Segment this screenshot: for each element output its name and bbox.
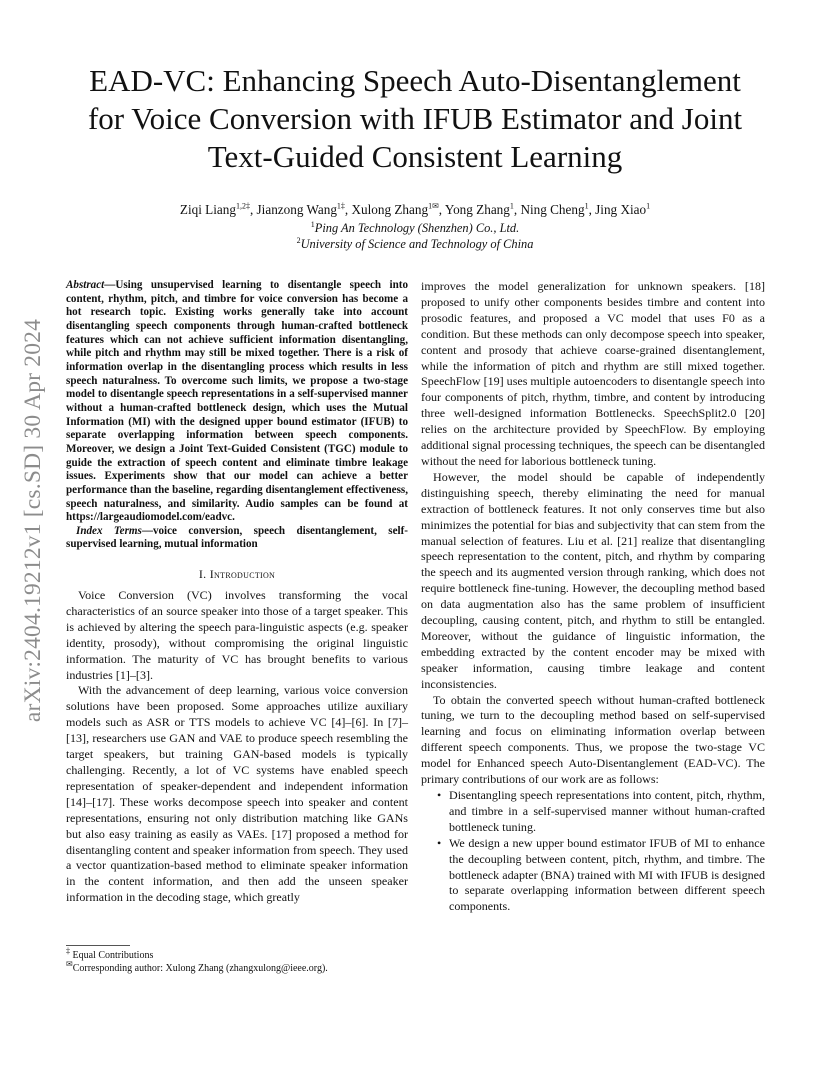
author-name: Jianzong Wang: [256, 202, 337, 217]
author-affiliation-mark: 1: [646, 201, 651, 211]
author-affiliation-mark: 1,2‡: [235, 201, 250, 211]
section-title: Introduction: [209, 567, 276, 582]
list-item: [421, 836, 765, 916]
bullet-icon: •: [437, 788, 442, 802]
footnote-rule: [66, 945, 130, 946]
author-name: Yong Zhang: [444, 202, 510, 217]
author-name: Jing Xiao: [595, 202, 647, 217]
title-line-3: Text-Guided Consistent Learning: [207, 139, 623, 174]
arxiv-stamp-text: arXiv:2404.19212v1 [cs.SD] 30 Apr 2024: [20, 318, 47, 722]
abstract: [66, 279, 408, 525]
author-name: Xulong Zhang: [351, 202, 429, 217]
abstract-text: —Using unsupervised learning to disentangle speech into content, rhythm, pitch, and timbre for voice conversion has become a hot research topic. Existing works generally take into account disentangling speech components through human-crafted bottleneck features which can not achieve sufficient information disentangling, while pitch and rhythm may still be mixed together. There is a risk of information overlap in the disentangling process which results in less speech naturalness. To overcome such limits, we propose a two-stage model to disentangle speech representations in a self-supervised manner without a human-crafted bottleneck design, which uses the Mutual Information (MI) with the designed upper bound estimator (IFUB) to separate overlapping information between speech components. Moreover, we design a Joint Text-Guided Consistent (TGC) module to guide the extraction of speech content and eliminate timbre leakage issues. Experiments show that our model can achieve a better performance than the baseline, regarding disentanglement effectiveness, speech naturalness, and similarity. Audio samples can be found at https://largeaudiomodel.com/eadvc.: [66, 279, 408, 524]
footnotes: [66, 945, 408, 975]
section-heading-introduction: [66, 567, 408, 583]
list-item-text: Disentangling speech representations into content, pitch, rhythm, and timbre in a self-supervised manner without human-crafted bottleneck tuning.: [449, 788, 765, 834]
affiliation-text: University of Science and Technology of China: [300, 237, 534, 251]
footnote-text: Corresponding author: Xulong Zhang (zhangxulong@ieee.org).: [72, 963, 328, 974]
title-line-1: EAD-VC: Enhancing Speech Auto-Disentanglement: [89, 63, 741, 98]
footnote-text: Equal Contributions: [70, 950, 154, 961]
abstract-lead: Abstract: [66, 279, 105, 291]
right-column: [421, 279, 765, 915]
author-affiliation-mark: 1‡: [336, 201, 345, 211]
index-terms-text: —voice conversion, speech disentanglement, self-supervised learning, mutual information: [66, 524, 408, 551]
footnote-mark: ‡: [66, 946, 70, 956]
author-list: Ziqi Liang$^{1,2\ddagger}$, Jianzong Wang$^{1\ddagger}$, Xulong Zhang$^{1✉}$, Yong Zhang$^1$, Ning Cheng$^1$, Jing Xiao$^1$: [179, 201, 651, 217]
list-item: [421, 788, 765, 836]
left-column: [66, 279, 408, 906]
footnote: [66, 946, 408, 962]
affiliation-mark: 1: [310, 219, 315, 229]
contributions-list: [421, 788, 765, 915]
author-name: Ziqi Liang: [179, 202, 236, 217]
author-affiliation-mark: 1: [584, 201, 589, 211]
author-name: Ning Cheng: [520, 202, 585, 217]
author-affiliation-mark: 1✉: [428, 201, 439, 211]
bullet-icon: •: [437, 835, 442, 850]
arxiv-stamp: [16, 270, 52, 770]
affiliation-text: Ping An Technology (Shenzhen) Co., Ltd.: [314, 221, 520, 235]
affiliation-mark: 2: [296, 235, 301, 245]
footnote-mark: ✉: [66, 959, 73, 969]
author-affiliation-mark: 1: [509, 201, 514, 211]
body-paragraph: With the advancement of deep learning, various voice conversion solutions have been proposed. Some approaches utilize auxiliary models such as ASR or TTS models to achieve VC [4]–[6]. In [7]–[13], researchers use GAN and VAE to produce speech resembling the target speakers, but training GAN-based models is typically challenging. Recently, a lot of VC systems have enabled speech representation of speaker-dependent and independent information [14]–[17]. These works decompose speech into speaker and content representations, ensuring not only distribution matching like GANs but also easy training as easily as VAEs. [17] proposed a method for disentangling content and speaker information from speech. They used a vector quantization-based method to eliminate speaker information in the content information, and then add the unseen speaker information in the decoding stage, which greatly: [66, 683, 408, 905]
affiliation-2: [50, 236, 780, 252]
section-number: I.: [198, 567, 210, 582]
index-terms: [66, 525, 408, 552]
paper-title: [50, 62, 780, 176]
body-paragraph: Voice Conversion (VC) involves transforming the vocal characteristics of an source speaker into those of a target speaker. This is achieved by altering the speech para-linguistic aspects (e.g. speaker identity, prosody), without compromising the original linguistic information. The maturity of VC has brought benefits to various industries [1]–[3].: [66, 588, 408, 682]
body-paragraph: To obtain the converted speech without human-crafted bottleneck tuning, we turn to the decoupling method based on self-supervised learning and focus on eliminating information overlap between different speech components. Thus, we propose the two-stage VC model for Enhanced speech Auto-Disentanglement (EAD-VC). The primary contributions of our work are as follows:: [421, 692, 765, 787]
footnote: [66, 959, 408, 975]
affiliation-1: [50, 220, 780, 236]
body-paragraph: However, the model should be capable of independently distinguishing speech, thereby eliminating the need for manual extraction of bottleneck features. It not only conserves time but also minimizes the potential for bias and subjectivity that can stem from the manual selection of features. Liu et al. [21] realize that disentangling speech representation to the content, pitch, and rhythm by comparing the speech and its augmented version through ranking, which does not require bottleneck fine-tuning. However, the decoupling method based on data augmentation also has the same problem of insufficient decoupling, causing content, pitch, and rhythm to still be entangled. Moreover, without the guidance of linguistic information, the embedding extracted by the content encoder may be mixed with speaker information, causing timbre leakage and content inconsistencies.: [421, 469, 765, 691]
body-paragraph: improves the model generalization for unknown speakers. [18] proposed to unify other components besides timbre and content into prosodic features, and proposed a VC model that uses F0 as a condition. But these methods can only decompose speech into speaker, content and prosody that achieve coarse-grained disentanglement, while the information of pitch and rhythm are still mixed together. SpeechFlow [19] uses multiple autoencoders to disentangle speech into four components of pitch, rhythm, timbre, and content by introducing three well-designed information Bottlenecks. SpeechSplit2.0 [20] relies on the architecture provided by SpeechFlow. By employing additional signal processing techniques, the speech can be disentangled without the need for laborious bottleneck tuning.: [421, 279, 765, 468]
index-terms-lead: Index Terms: [76, 524, 142, 537]
title-line-2: for Voice Conversion with IFUB Estimator and Joint: [87, 101, 743, 136]
list-item-text: We design a new upper bound estimator IFUB of MI to enhance the decoupling between content, pitch, rhythm, and timbre. The bottleneck adapter (BNA) trained with MI with IFUB is designed to separate overlapping information between different speech components.: [449, 835, 765, 914]
